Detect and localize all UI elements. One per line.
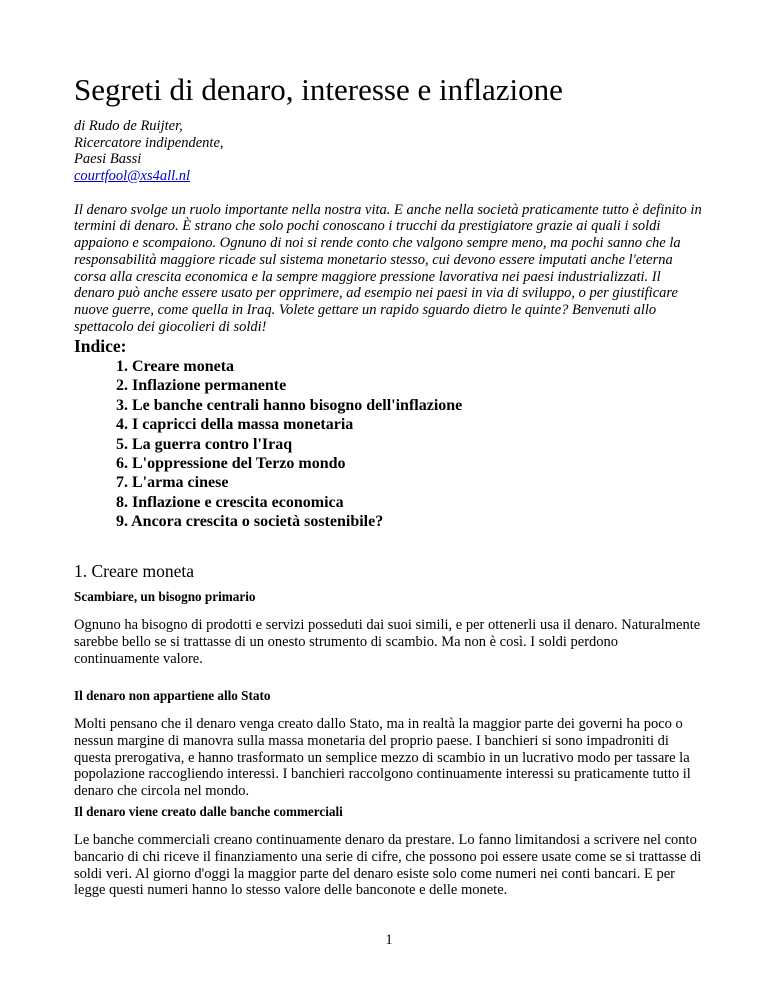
toc-item: 8. Inflazione e crescita economica bbox=[116, 493, 344, 511]
document-title: Segreti di denaro, interesse e inflazione bbox=[74, 72, 563, 107]
toc-item: 4. I capricci della massa monetaria bbox=[116, 416, 354, 434]
toc-item: 9. Ancora crescita o società sostenibile? bbox=[116, 513, 384, 531]
paragraph: Le banche commerciali creano continuamente denaro da prestare. Lo fanno limitandosi a scrivere nel conto bancario di chi riceve il finanziamento una serie di cifre, che possono poi essere usate come se si trattasse di soldi veri. Al giorno d'oggi la maggior parte del denaro esiste solo come numeri nei conti bancari. E per legge questi numeri hanno lo stesso valore delle banconote e delle monete. bbox=[74, 832, 702, 899]
toc-item: 3. Le banche centrali hanno bisogno dell'inflazione bbox=[116, 396, 463, 414]
toc-item: 5. La guerra contro l'Iraq bbox=[116, 435, 293, 453]
table-of-contents bbox=[74, 357, 462, 532]
subsection-heading: Scambiare, un bisogno primario bbox=[74, 589, 256, 604]
subsection-heading: Il denaro viene creato dalle banche commerciali bbox=[74, 804, 343, 819]
subsection bbox=[74, 688, 704, 800]
section-heading: 1. Creare moneta bbox=[74, 561, 195, 581]
author-email-link[interactable]: courtfool@xs4all.nl bbox=[74, 167, 191, 184]
toc-item: 6. L'oppressione del Terzo mondo bbox=[116, 455, 346, 473]
author-block bbox=[74, 118, 224, 184]
paragraph: Ognuno ha bisogno di prodotti e servizi posseduti dai suoi simili, e per ottenerli usa il denaro. Naturalmente sarebbe bello se si trattasse di un onesto strumento di scambio. Ma non è così. I soldi perdono continuamente valore. bbox=[74, 617, 701, 667]
author-byline: di Rudo de Ruijter, bbox=[74, 118, 183, 134]
abstract: Il denaro svolge un ruolo importante nella nostra vita. E anche nella società praticamente tutto è definito in termini di denaro. È strano che solo pochi conoscano i trucchi da prestigiatore grazie ai quali i soldi appaiono e scompaiono. Ognuno di noi si rende conto che valgono sempre meno, ma pochi sanno che la responsabilità maggiore ricade sul sistema monetario stesso, cui devono essere imputati anche l'eterna corsa alla crescita economica e la sempre maggiore pressione lavorativa nei paesi industrializzati. Il denaro può anche essere usato per opprimere, ad esempio nei paesi in via di sviluppo, o per giustificare nuove guerre, come quella in Iraq. Volete gettare un rapido sguardo dietro le quinte? Benvenuti allo spettacolo dei giocolieri di soldi! bbox=[74, 201, 702, 336]
toc-item: 1. Creare moneta bbox=[116, 358, 235, 375]
paragraph: Molti pensano che il denaro venga creato dallo Stato, ma in realtà la maggior parte dei governi ha poco o nessun margine di manovra sulla massa monetaria del proprio paese. I banchieri si sono impadroniti di questa prerogativa, e hanno trasformato un semplice mezzo di scambio in un lucrativo modo per tassare la popolazione raccogliendo interessi. I banchieri raccolgono continuamente interessi su praticamente tutto il denaro che circola nel mondo. bbox=[74, 716, 691, 800]
subsection bbox=[74, 804, 704, 899]
author-country: Paesi Bassi bbox=[74, 151, 142, 167]
author-role: Ricercatore indipendente, bbox=[74, 134, 224, 151]
toc-item: 2. Inflazione permanente bbox=[116, 377, 287, 395]
subsection-heading: Il denaro non appartiene allo Stato bbox=[74, 688, 271, 703]
page-number: 1 bbox=[385, 932, 393, 948]
toc-item: 7. L'arma cinese bbox=[116, 474, 229, 492]
toc-heading: Indice: bbox=[74, 336, 127, 356]
subsection bbox=[74, 589, 704, 667]
